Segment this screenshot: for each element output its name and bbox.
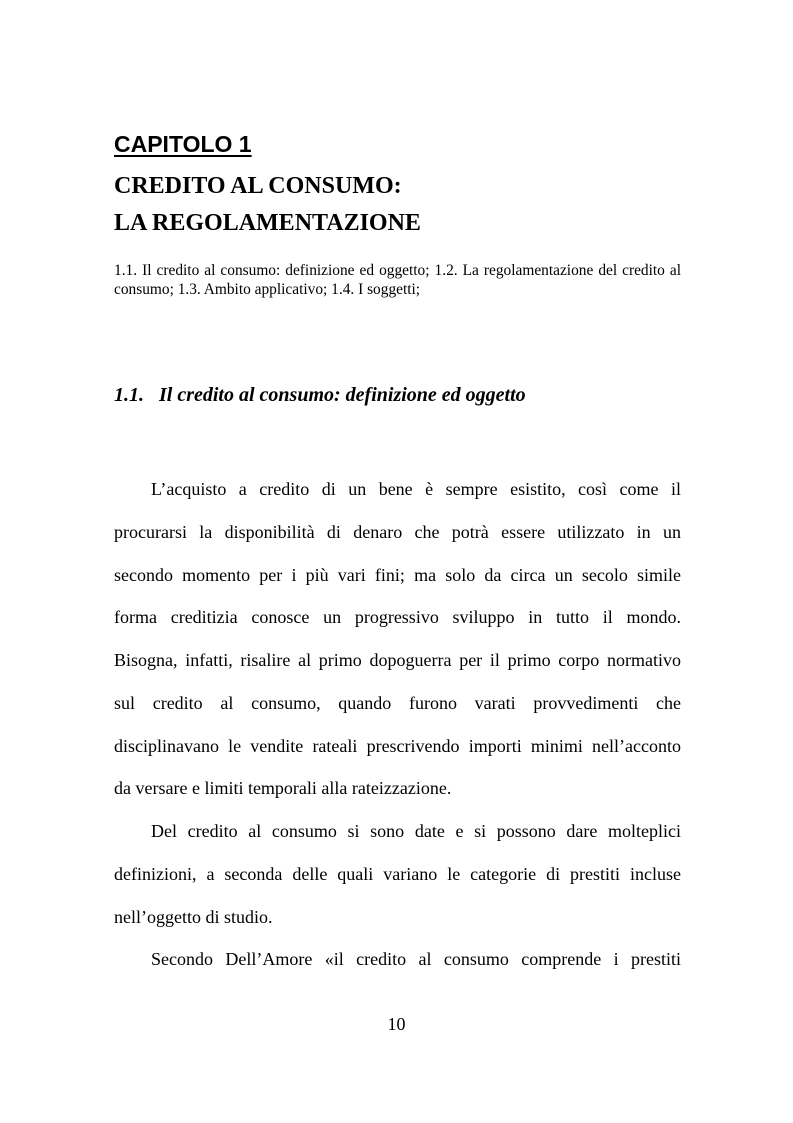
body-line: sul credito al consumo, quando furono varati provvedimenti che [114, 693, 681, 713]
chapter-title-line-1: CREDITO AL CONSUMO: [114, 173, 402, 199]
body-line: secondo momento per i più vari fini; ma solo da circa un secolo simile [114, 565, 681, 585]
section-heading [114, 381, 526, 409]
body-line: da versare e limiti temporali alla rateizzazione. [114, 778, 452, 798]
section-number: 1.1. [114, 384, 144, 406]
body-line: nell’oggetto di studio. [114, 907, 273, 927]
chapter-title-line-2: LA REGOLAMENTAZIONE [114, 210, 421, 236]
chapter-contents-summary: 1.1. Il credito al consumo: definizione ed oggetto; 1.2. La regolamentazione del credito al consumo; 1.3. Ambito applicativo; 1.4. I soggetti; [114, 262, 681, 298]
body-line: disciplinavano le vendite rateali prescrivendo importi minimi nell’acconto [114, 736, 681, 756]
body-line: Secondo Dell’Amore «il credito al consumo comprende i prestiti [151, 949, 681, 969]
body-line: forma creditizia conosce un progressivo sviluppo in tutto il mondo. [114, 607, 681, 627]
body-line: Bisogna, infatti, risalire al primo dopoguerra per il primo corpo normativo [114, 650, 681, 670]
body-line: definizioni, a seconda delle quali variano le categorie di prestiti incluse [114, 864, 681, 884]
body-line: procurarsi la disponibilità di denaro che potrà essere utilizzato in un [114, 522, 681, 542]
body-line: L’acquisto a credito di un bene è sempre esistito, così come il [151, 479, 681, 499]
body-line: Del credito al consumo si sono date e si possono dare molteplici [151, 821, 681, 841]
page-number: 10 [387, 1014, 406, 1034]
section-title: Il credito al consumo: definizione ed oggetto [159, 384, 526, 406]
chapter-label: CAPITOLO 1 [114, 131, 252, 157]
